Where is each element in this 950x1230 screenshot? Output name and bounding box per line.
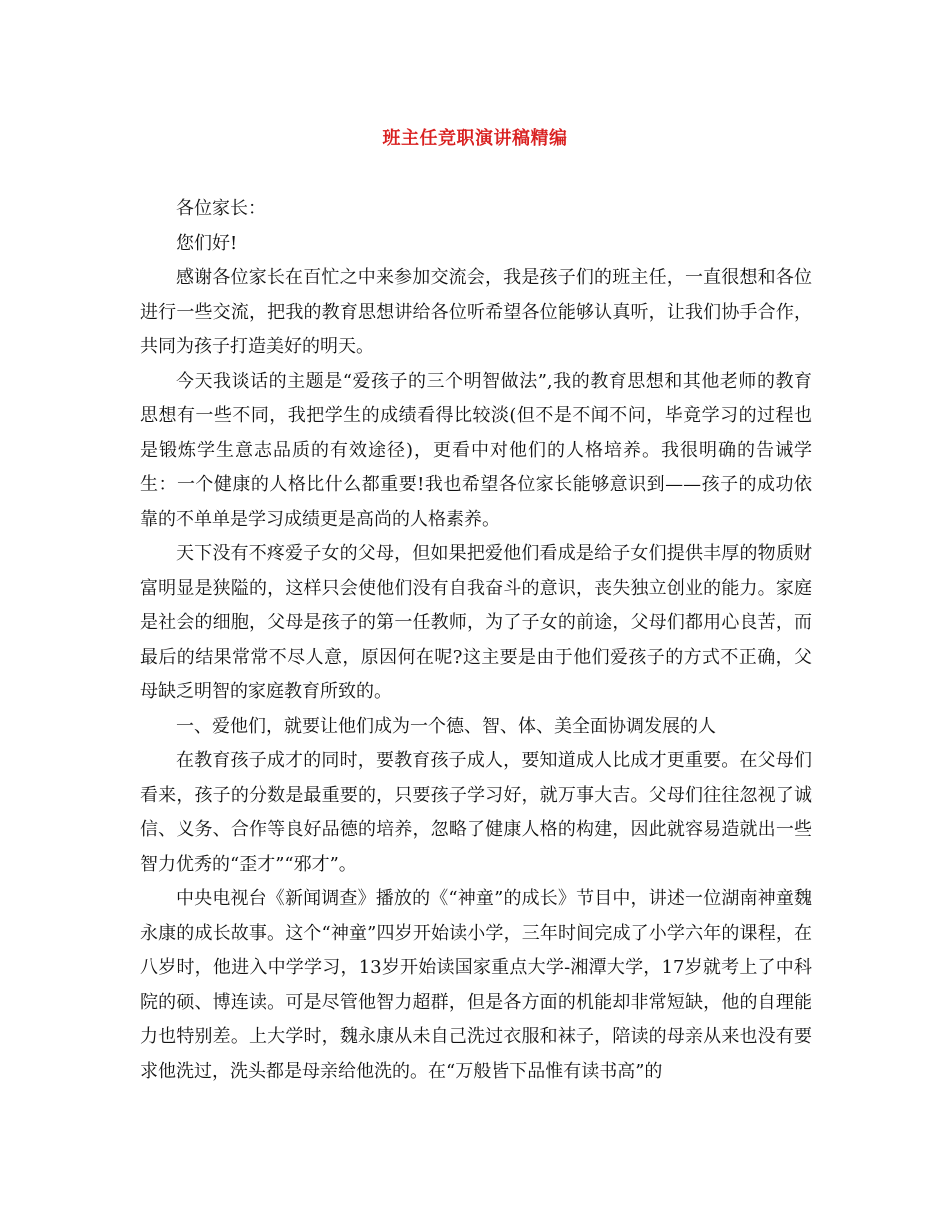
paragraph: 中央电视台《新闻调查》播放的《“神童”的成长》节目中，讲述一位湖南神童魏永康的成长故事。这个“神童”四岁开始读小学，三年时间完成了小学六年的课程，在八岁时，他进入中学学习，13岁开始读国家重点大学-湘潭大学，17岁就考上了中科院的硕、博连读。可是尽管他智力超群，但是各方面的机能却非常短缺，他的自理能力也特别差。上大学时，魏永康从未自己洗过衣服和袜子，陪读的母亲从来也没有要求他洗过，洗头都是母亲给他洗的。在“万般皆下品惟有读书高”的 [140, 888, 812, 1082]
paragraph-greeting: 您们好! [176, 232, 238, 254]
paragraph: 在教育孩子成才的同时，要教育孩子成人，要知道成人比成才更重要。在父母们看来，孩子的分数是最重要的，只要孩子学习好，就万事大吉。父母们往往忽视了诚信、义务、合作等良好品德的培养，忽略了健康人格的构建，因此就容易造就出一些智力优秀的“歪才”“邪才”。 [140, 750, 812, 875]
paragraph: 天下没有不疼爱子女的父母，但如果把爱他们看成是给子女们提供丰厚的物质财富明显是狭隘的，这样只会使他们没有自我奋斗的意识，丧失独立创业的能力。家庭是社会的细胞，父母是孩子的第一任教师，为了子女的前途，父母们都用心良苦，而最后的结果常常不尽人意，原因何在呢?这主要是由于他们爱孩子的方式不正确，父母缺乏明智的家庭教育所致的。 [140, 543, 812, 702]
paragraph: 今天我谈话的主题是“爱孩子的三个明智做法”,我的教育思想和其他老师的教育思想有一些不同，我把学生的成绩看得比较淡(但不是不闻不问，毕竟学习的过程也是锻炼学生意志品质的有效途径)，更看中对他们的人格培养。我很明确的告诫学生：一个健康的人格比什么都重要!我也希望各位家长能够意识到——孩子的成功依靠的不单单是学习成绩更是高尚的人格素养。 [140, 370, 812, 530]
document-title: 班主任竞职演讲稿精编 [382, 128, 568, 149]
paragraph-salutation: 各位家长： [176, 198, 266, 219]
document-body [140, 192, 812, 1089]
section-heading: 一、爱他们，就要让他们成为一个德、智、体、美全面协调发展的人 [176, 715, 716, 737]
paragraph: 感谢各位家长在百忙之中来参加交流会，我是孩子们的班主任，一直很想和各位进行一些交流，把我的教育思想讲给各位听希望各位能够认真听，让我们协手合作，共同为孩子打造美好的明天。 [140, 267, 812, 357]
